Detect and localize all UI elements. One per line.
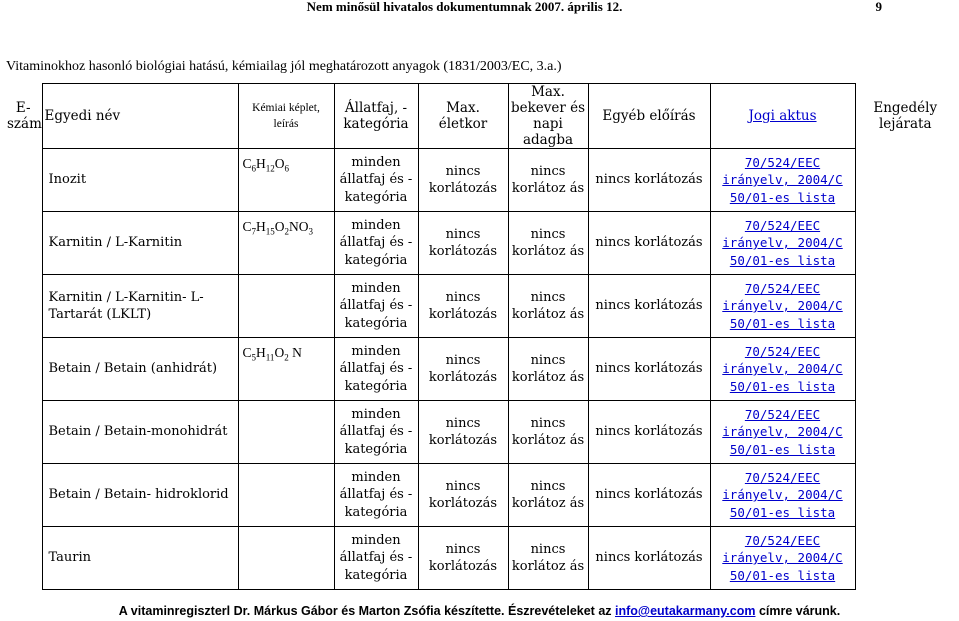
table-row	[5, 464, 955, 527]
species-cell: minden állatfaj és -kategória	[334, 464, 418, 527]
other-cell: nincs korlátozás	[588, 212, 710, 275]
formula-cell: $C_5H_{11}O_2$ N	[238, 338, 334, 401]
expiry-cell	[855, 212, 955, 275]
name-cell: Taurin	[42, 527, 238, 590]
maxage-cell: nincs korlátozás	[418, 212, 508, 275]
formula-cell: $C_7H_{15}O_2NO_3$	[238, 212, 334, 275]
expiry-cell	[855, 149, 955, 212]
formula-cell	[238, 401, 334, 464]
species-cell: minden állatfaj és -kategória	[334, 149, 418, 212]
legal-cell[interactable]: 70/524/EEC irányelv, 2004/C 50/01-es lista	[710, 212, 855, 275]
formula-cell	[238, 464, 334, 527]
maxdose-cell: nincs korlátoz ás	[508, 149, 588, 212]
header-title: Nem minősül hivatalos dokumentumnak 2007. április 12.	[306, 0, 623, 14]
expiry-cell	[855, 338, 955, 401]
col-header-expiry: Engedély lejárata	[873, 100, 938, 132]
maxage-cell: nincs korlátozás	[418, 464, 508, 527]
maxage-cell: nincs korlátozás	[418, 275, 508, 338]
maxdose-cell: nincs korlátoz ás	[508, 275, 588, 338]
document-title: Vitaminokhoz hasonló biológiai hatású, kémiailag jól meghatározott anyagok (1831/2003/EC, 3.a.)	[6, 59, 562, 74]
col-header-maxdose: Max. bekever és napi adagba	[508, 84, 588, 149]
legal-cell[interactable]: 70/524/EEC irányelv, 2004/C 50/01-es lista	[710, 149, 855, 212]
maxdose-cell: nincs korlátoz ás	[508, 401, 588, 464]
eszam-cell	[5, 401, 42, 464]
footer-text-post: címre várunk.	[755, 604, 841, 618]
eszam-cell	[5, 149, 42, 212]
legal-cell[interactable]: 70/524/EEC irányelv, 2004/C 50/01-es lista	[710, 464, 855, 527]
maxdose-cell: nincs korlátoz ás	[508, 338, 588, 401]
expiry-cell	[855, 401, 955, 464]
table-header-row	[5, 84, 955, 149]
name-cell: Betain / Betain-monohidrát	[42, 401, 238, 464]
table-row	[5, 275, 955, 338]
page-header	[0, 0, 959, 18]
eszam-cell	[5, 275, 42, 338]
table-row	[5, 149, 955, 212]
species-cell: minden állatfaj és -kategória	[334, 401, 418, 464]
table-row	[5, 212, 955, 275]
table-row	[5, 338, 955, 401]
eszam-cell	[5, 338, 42, 401]
expiry-cell	[855, 464, 955, 527]
col-header-formula: Kémiai képlet, leírás	[238, 84, 334, 149]
formula-cell	[238, 275, 334, 338]
col-header-legal: Jogi aktus	[710, 84, 855, 149]
other-cell: nincs korlátozás	[588, 149, 710, 212]
name-cell: Betain / Betain- hidroklorid	[42, 464, 238, 527]
col-header-species: Állatfaj, - kategória	[334, 84, 418, 149]
other-cell: nincs korlátozás	[588, 401, 710, 464]
footer-note	[0, 604, 959, 618]
name-cell: Karnitin / L-Karnitin- L-Tartarát (LKLT)	[42, 275, 238, 338]
name-cell: Inozit	[42, 149, 238, 212]
name-cell: Betain / Betain (anhidrát)	[42, 338, 238, 401]
eszam-cell	[5, 464, 42, 527]
species-cell: minden állatfaj és -kategória	[334, 338, 418, 401]
legal-cell[interactable]: 70/524/EEC irányelv, 2004/C 50/01-es lista	[710, 401, 855, 464]
other-cell: nincs korlátozás	[588, 527, 710, 590]
eszam-cell	[5, 527, 42, 590]
maxage-cell: nincs korlátozás	[418, 527, 508, 590]
species-cell: minden állatfaj és -kategória	[334, 527, 418, 590]
expiry-cell	[855, 527, 955, 590]
other-cell: nincs korlátozás	[588, 338, 710, 401]
species-cell: minden állatfaj és -kategória	[334, 275, 418, 338]
maxage-cell: nincs korlátozás	[418, 401, 508, 464]
maxage-cell: nincs korlátozás	[418, 149, 508, 212]
col-header-name: Egyedi név	[42, 84, 238, 149]
name-cell: Karnitin / L-Karnitin	[42, 212, 238, 275]
expiry-cell	[855, 275, 955, 338]
substances-table	[5, 83, 955, 590]
col-header-other: Egyéb előírás	[588, 84, 710, 149]
other-cell: nincs korlátozás	[588, 464, 710, 527]
maxage-cell: nincs korlátozás	[418, 338, 508, 401]
formula-cell	[238, 527, 334, 590]
footer-text-pre: A vitaminregiszterl Dr. Márkus Gábor és Marton Zsófia készítette. Észrevételeket az	[118, 604, 615, 618]
footer-email-link[interactable]: info@eutakarmany.com	[615, 604, 756, 618]
other-cell: nincs korlátozás	[588, 275, 710, 338]
col-header-maxage: Max. életkor	[418, 84, 508, 149]
maxdose-cell: nincs korlátoz ás	[508, 464, 588, 527]
table-row	[5, 527, 955, 590]
col-header-eszam: E-szám	[7, 100, 42, 132]
legal-cell[interactable]: 70/524/EEC irányelv, 2004/C 50/01-es lista	[710, 527, 855, 590]
table-row	[5, 401, 955, 464]
species-cell: minden állatfaj és -kategória	[334, 212, 418, 275]
maxdose-cell: nincs korlátoz ás	[508, 212, 588, 275]
maxdose-cell: nincs korlátoz ás	[508, 527, 588, 590]
eszam-cell	[5, 212, 42, 275]
legal-cell[interactable]: 70/524/EEC irányelv, 2004/C 50/01-es lista	[710, 338, 855, 401]
legal-cell[interactable]: 70/524/EEC irányelv, 2004/C 50/01-es lista	[710, 275, 855, 338]
page-number: 9	[875, 0, 882, 14]
formula-cell: $C_6H_{12}O_6$	[238, 149, 334, 212]
